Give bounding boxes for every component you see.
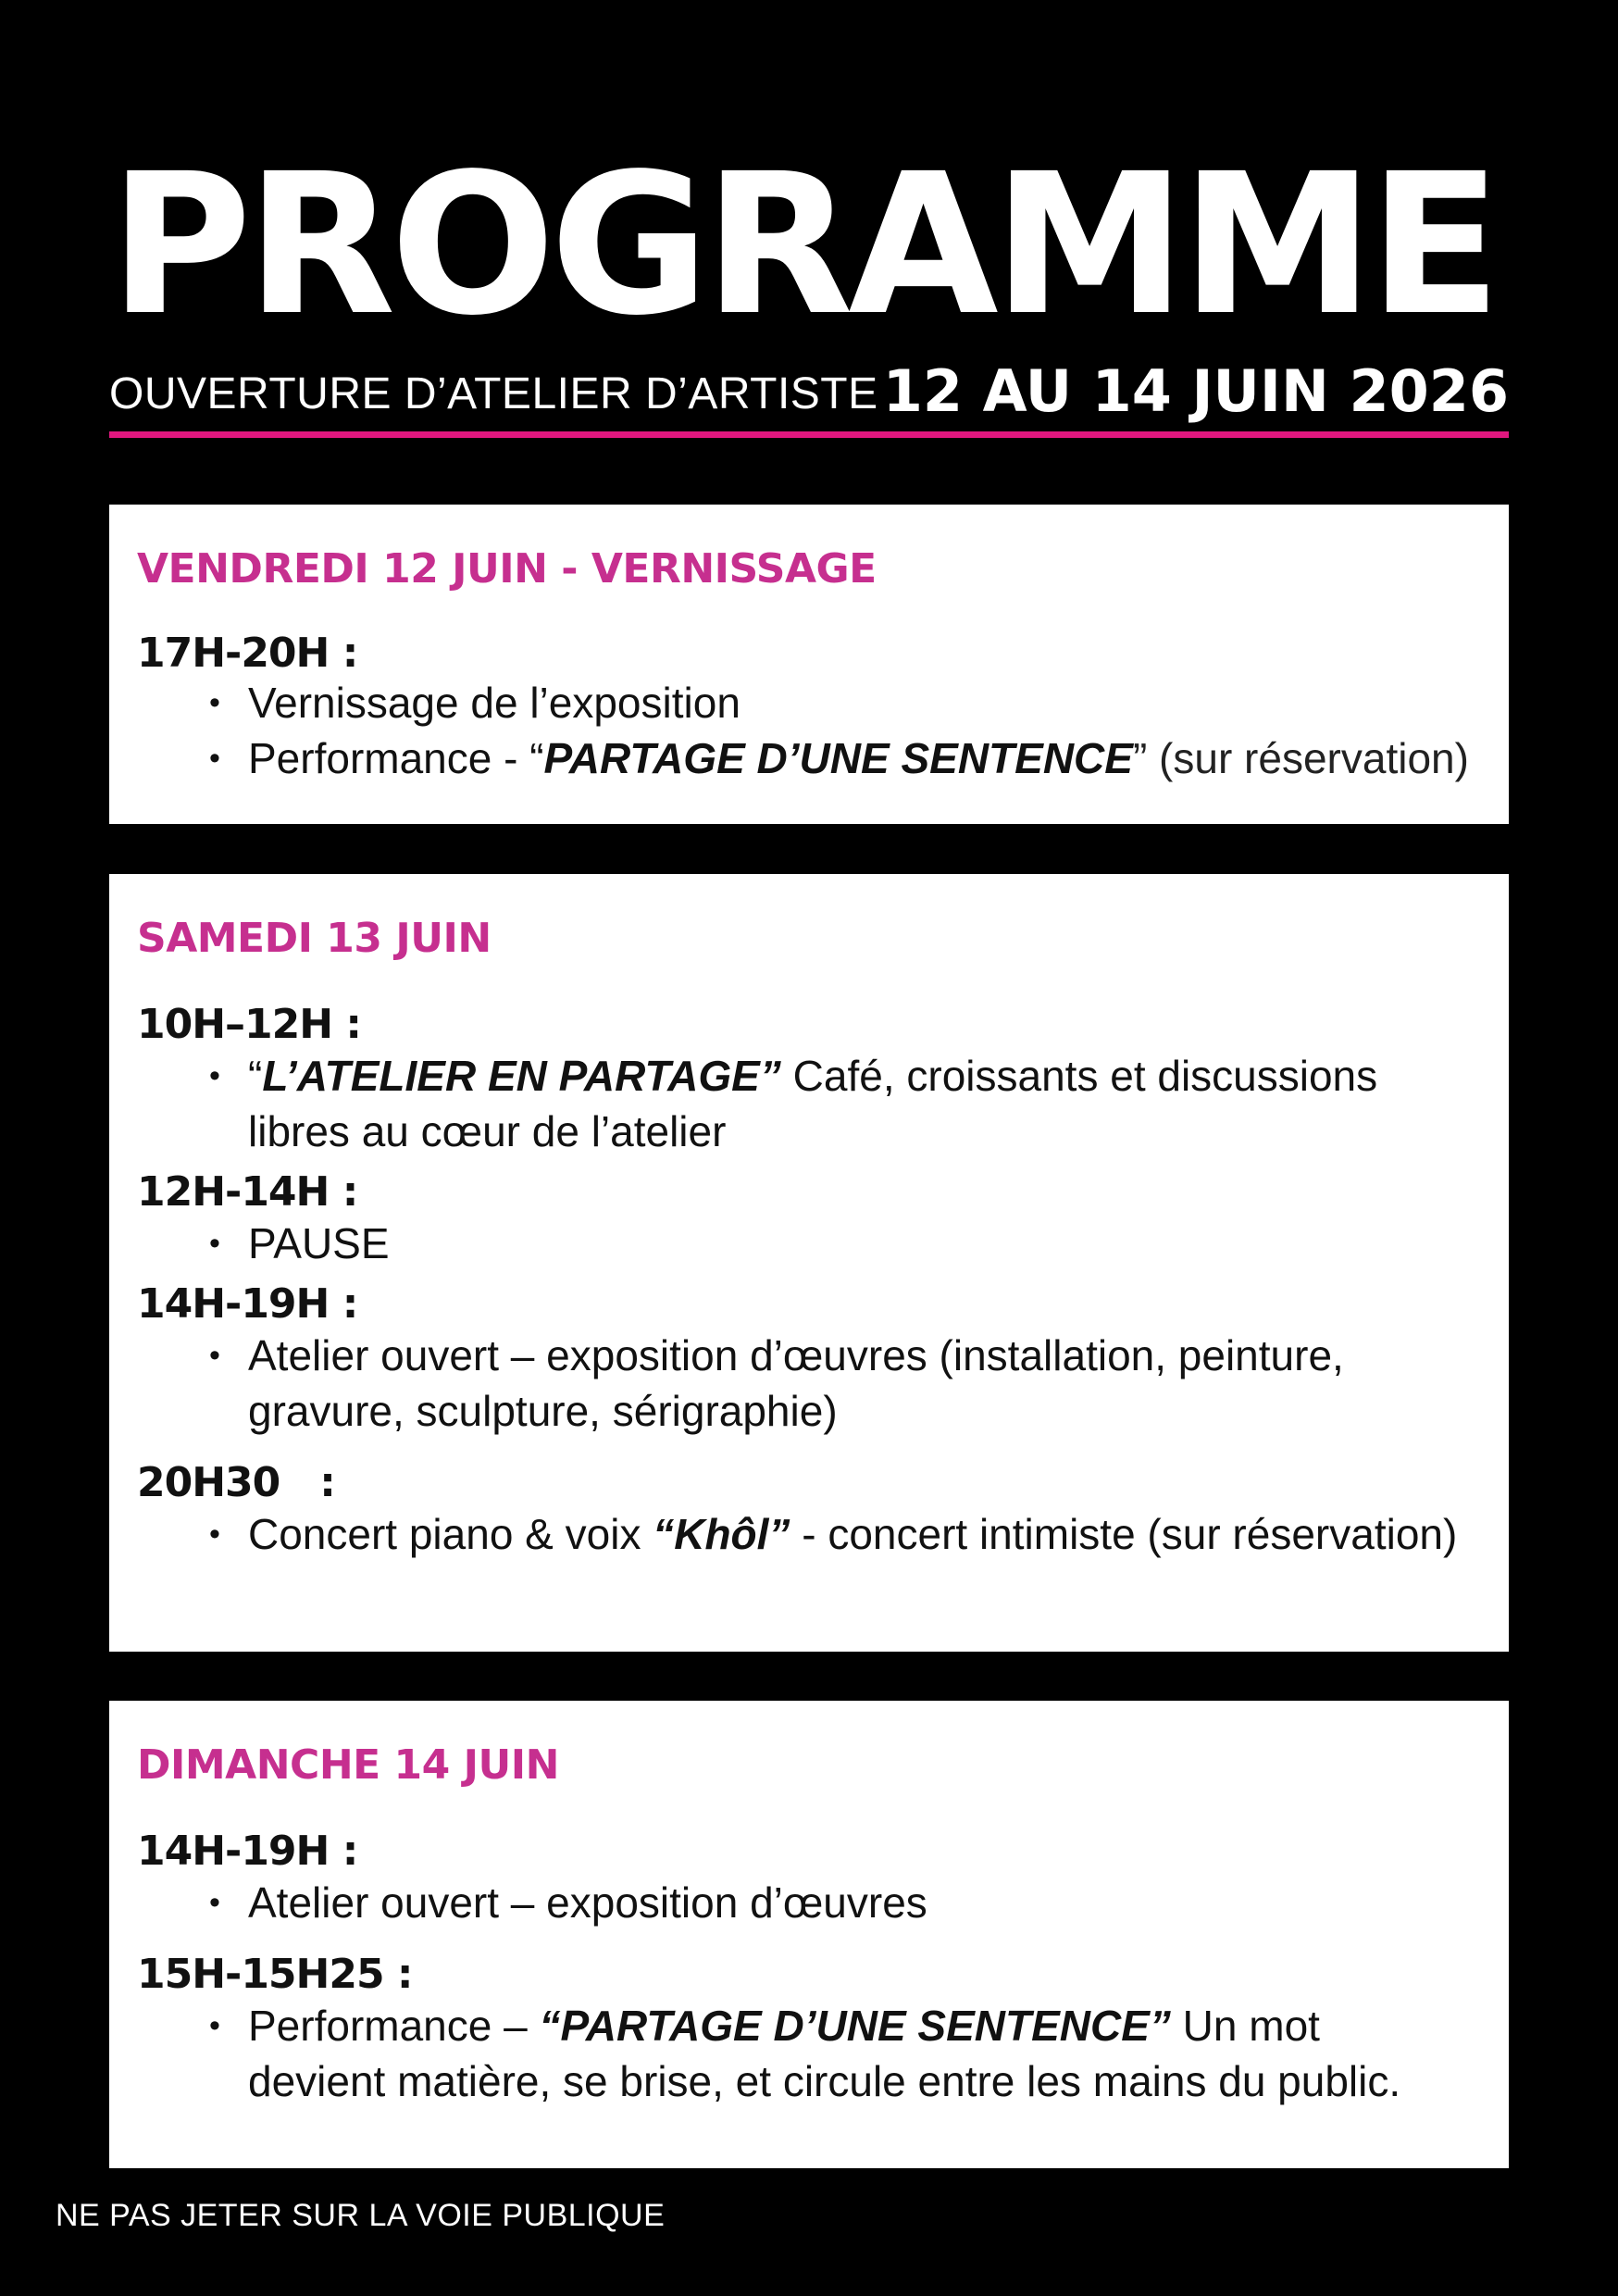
list-item: • Atelier ouvert – exposition d’œuvres (installation, peinture, gravure, sculpture, sérigraphie)	[220, 1328, 1425, 1439]
activity-list	[220, 1506, 1481, 1562]
time-slot: 17H-20H :	[137, 630, 358, 677]
list-item: • Atelier ouvert – exposition d’œuvres	[220, 1875, 1481, 1930]
day-heading: VENDREDI 12 JUIN - VERNISSAGE	[137, 545, 877, 593]
activity-list	[220, 1998, 1444, 2109]
list-item: • “L’ATELIER EN PARTAGE” Café, croissants et discussions libres au cœur de l’atelier	[220, 1048, 1444, 1159]
list-item: • PAUSE	[220, 1216, 1481, 1271]
event-dates: 12 AU 14 JUIN 2026	[882, 357, 1509, 425]
day-card-saturday	[109, 874, 1509, 1652]
list-item: • Concert piano & voix “Khôl” - concert intimiste (sur réservation)	[220, 1506, 1481, 1562]
day-card-sunday	[109, 1701, 1509, 2168]
activity-list	[220, 1216, 1481, 1271]
time-slot: 14H-19H :	[137, 1828, 358, 1875]
page-title: PROGRAMME	[109, 131, 1497, 358]
activity-list	[220, 675, 1481, 786]
activity-list	[220, 1328, 1425, 1439]
day-heading: SAMEDI 13 JUIN	[137, 915, 492, 962]
time-slot: 14H-19H :	[137, 1280, 358, 1328]
time-slot: 10H–12H :	[137, 1001, 362, 1048]
list-item: • Vernissage de l’exposition	[220, 675, 1481, 730]
day-card-friday	[109, 505, 1509, 824]
footer-notice: NE PAS JETER SUR LA VOIE PUBLIQUE	[56, 2198, 666, 2233]
list-item: • Performance - “PARTAGE D’UNE SENTENCE” (sur réservation)	[220, 730, 1481, 786]
activity-list	[220, 1875, 1481, 1930]
accent-divider	[109, 431, 1509, 438]
event-subtitle: OUVERTURE D’ATELIER D’ARTISTE	[109, 369, 878, 418]
list-item: • Performance – “PARTAGE D’UNE SENTENCE” Un mot devient matière, se brise, et circule entre les mains du public.	[220, 1998, 1444, 2109]
time-slot: 15H-15H25 :	[137, 1951, 413, 1998]
day-heading: DIMANCHE 14 JUIN	[137, 1741, 559, 1789]
activity-list	[220, 1048, 1444, 1159]
time-slot: 20H30 :	[137, 1459, 335, 1506]
time-slot: 12H-14H :	[137, 1168, 358, 1216]
